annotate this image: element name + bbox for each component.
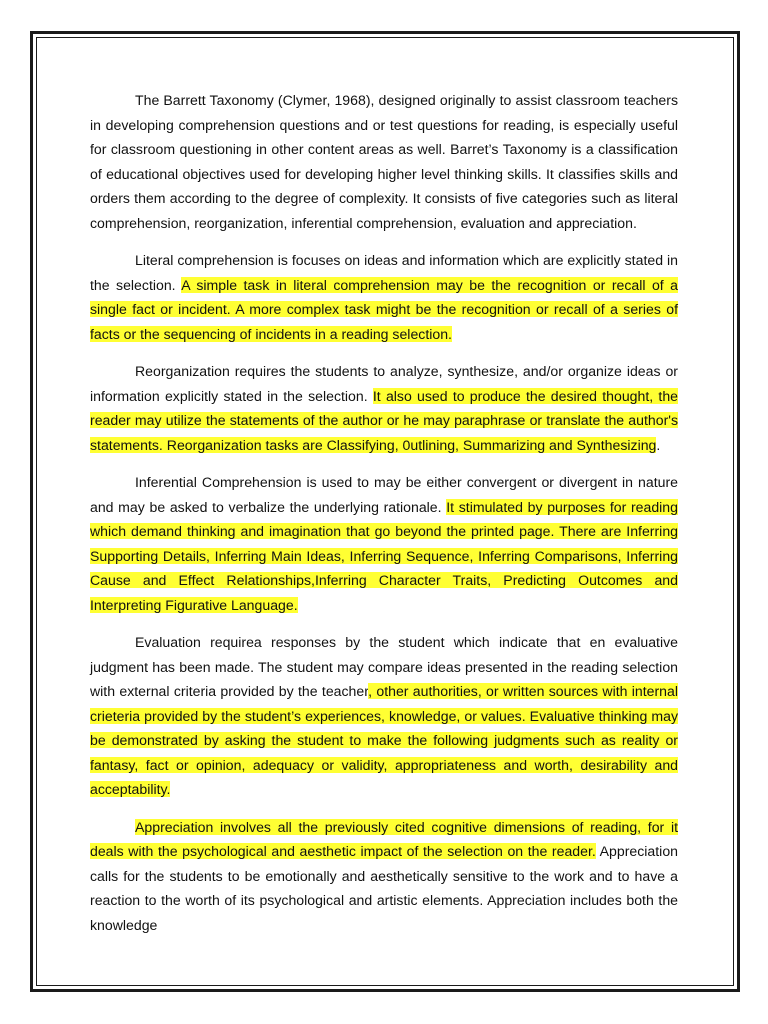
paragraph-text: Reorganization requires the students to analyze, synthesize, and/or organize ideas or information explicitly stated in the selection. <box>90 363 678 404</box>
highlighted-text: Appreciation involves all the previously cited cognitive dimensions of reading, for it deals with the psychological and aesthetic impact of the selection on the reader. <box>90 818 678 859</box>
paragraph-text: Inferential Comprehension is used to may be either convergent or divergent in nature and may be asked to verbalize the underlying rationale. <box>90 474 678 515</box>
paragraph-appreciation <box>90 815 678 938</box>
paragraph-text: Evaluation requirea responses by the student which indicate that en evaluative judgment has been made. The student may compare ideas presented in the reading selection with external criteria provided by the teacher <box>90 634 678 699</box>
paragraph-reorganization <box>90 359 678 457</box>
paragraph-barrett-taxonomy <box>90 88 678 235</box>
paragraph-text: Appreciation calls for the students to be emotionally and aesthetically sensitive to the work and to have a reaction to the worth of its psychological and artistic elements. Appreciation includes both the knowledge <box>90 843 678 933</box>
paragraph-evaluation <box>90 630 678 802</box>
document-body <box>90 88 678 950</box>
paragraph-literal-comprehension <box>90 248 678 346</box>
paragraph-text: Literal comprehension is focuses on ideas and information which are explicitly stated in the selection. <box>90 252 678 293</box>
paragraph-inferential-comprehension <box>90 470 678 617</box>
highlighted-text: It also used to produce the desired thought, the reader may utilize the statements of the author or he may paraphrase or translate the author's statements. Reorganization tasks are Classifying, 0utlining, Summarizing and Synthesizing <box>90 387 679 453</box>
paragraph-text: . <box>656 436 661 453</box>
highlighted-text: A simple task in literal comprehension may be the recognition or recall of a single fact or incident. A more complex task might be the recognition or recall of a series of facts or the sequencing of incidents in a reading selection. <box>90 276 678 342</box>
highlighted-text: , other authorities, or written sources with internal crieteria provided by the student’s experiences, knowledge, or values. Evaluative thinking may be demonstrated by asking the student to make the following judgments such as reality or fantasy, fact or opinion, adequacy or validity, appropriateness and worth, desirability and acceptability. <box>90 683 678 797</box>
paragraph-text: The Barrett Taxonomy (Clymer, 1968), designed originally to assist classroom teachers in developing comprehension questions and or test questions for reading, is especially useful for classroom questioning in other content areas as well. Barret’s Taxonomy is a classification of educational objectives used for developing higher level thinking skills. It classifies skills and orders them according to the degree of complexity. It consists of five categories such as literal comprehension, reorganization, inferential comprehension, evaluation and appreciation. <box>90 92 678 231</box>
highlighted-text: It stimulated by purposes for reading which demand thinking and imagination that go beyond the printed page. There are Inferring Supporting Details, Inferring Main Ideas, Inferring Sequence, Inferring Comparisons, Inferring Cause and Effect Relationships,Inferring Character Traits, Predicting Outcomes and Interpreting Figurative Language. <box>90 498 678 613</box>
